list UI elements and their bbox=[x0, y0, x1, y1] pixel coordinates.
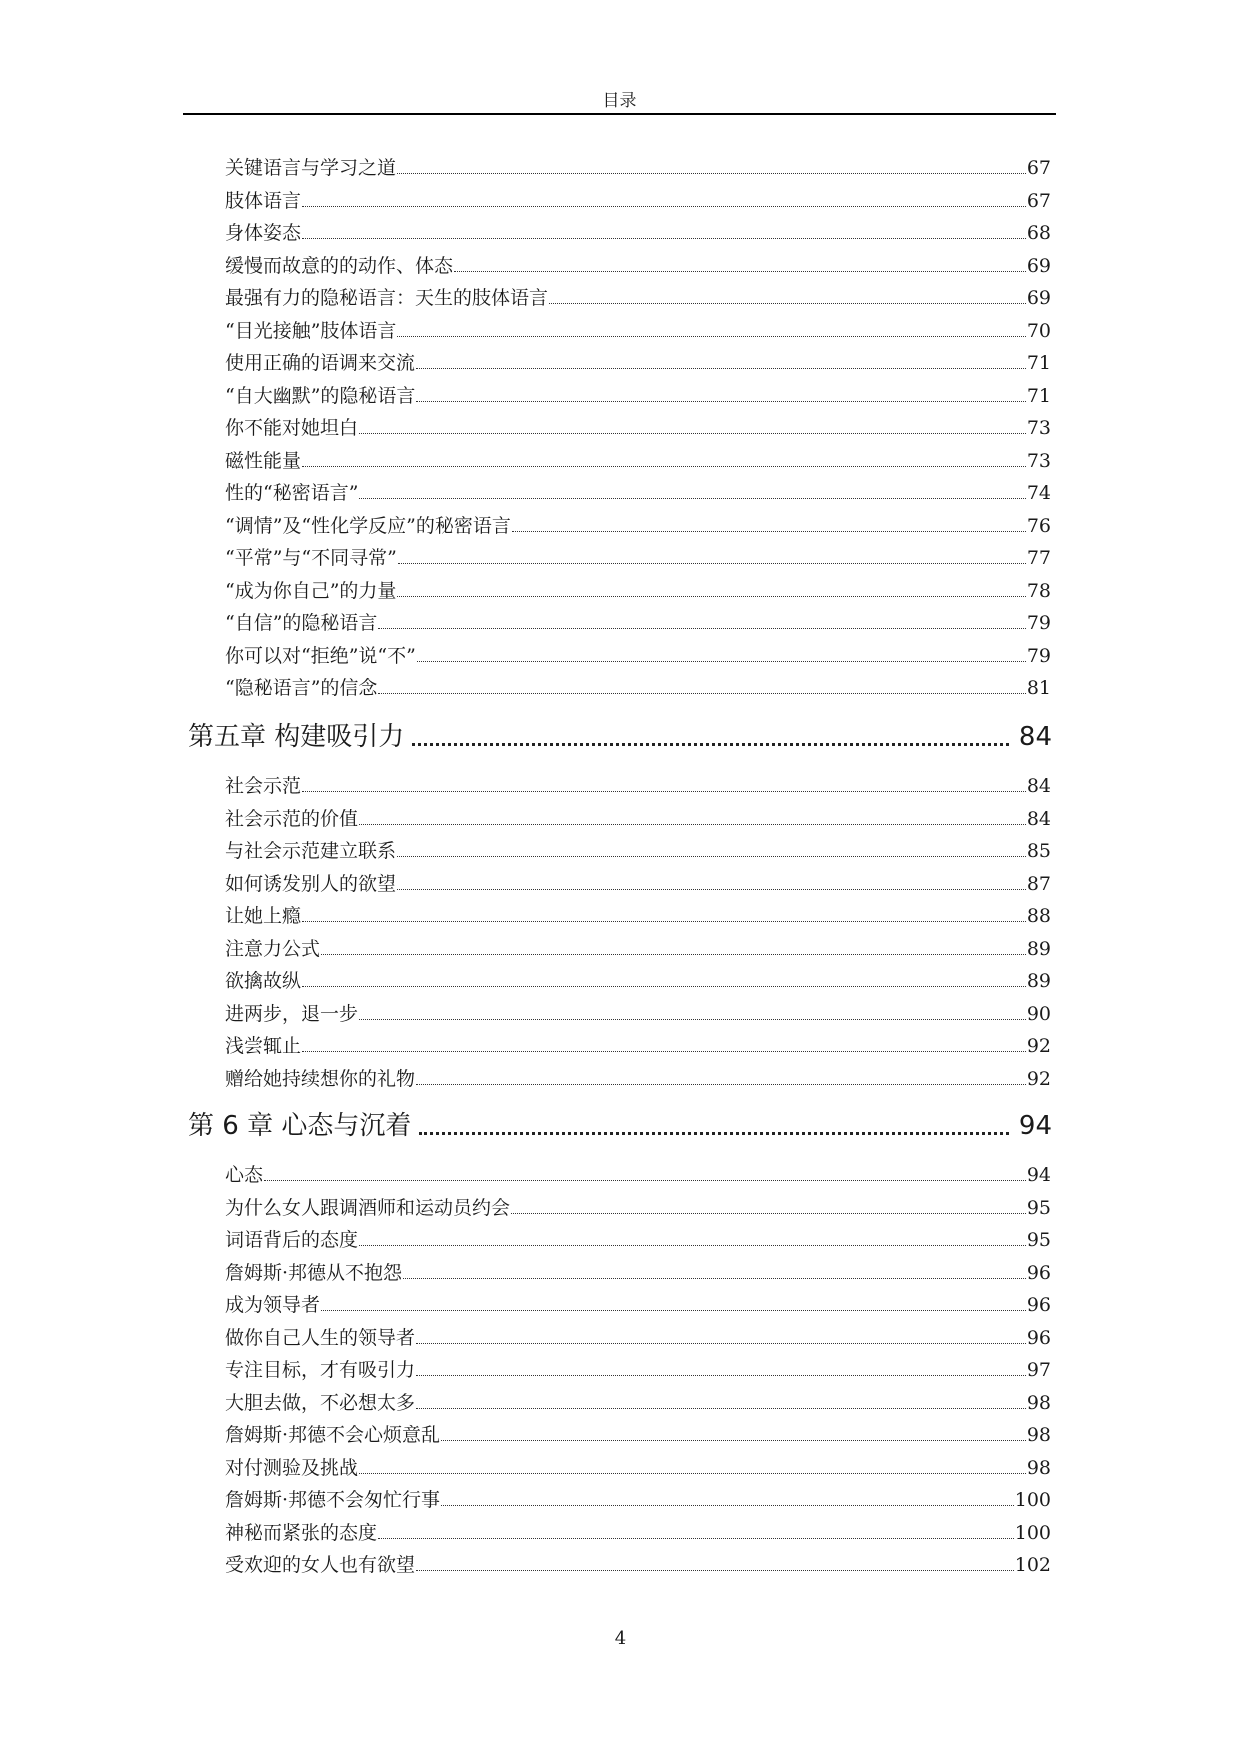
toc-entry[interactable] bbox=[225, 1189, 1051, 1219]
dot-leader bbox=[397, 336, 1025, 337]
dot-leader bbox=[403, 1278, 1026, 1279]
toc-entry[interactable] bbox=[225, 1416, 1051, 1446]
toc-entry-title: 性的“秘密语言” bbox=[225, 482, 359, 504]
toc-entry-page: 69 bbox=[1026, 287, 1051, 309]
dot-leader bbox=[378, 1538, 1014, 1539]
toc-entry[interactable] bbox=[225, 377, 1051, 407]
toc-entry[interactable] bbox=[225, 832, 1051, 862]
toc-entry-page: 96 bbox=[1026, 1261, 1051, 1284]
toc-entry-title: “自大幽默”的隐秘语言 bbox=[225, 384, 416, 407]
toc-entry[interactable] bbox=[225, 1351, 1051, 1381]
dot-leader bbox=[359, 824, 1026, 825]
toc-entry[interactable] bbox=[225, 800, 1051, 830]
toc-entry[interactable] bbox=[225, 1060, 1051, 1090]
toc-entry-title: 做你自己人生的领导者 bbox=[225, 1326, 416, 1349]
chapter-5-heading[interactable] bbox=[188, 716, 1052, 752]
dot-leader bbox=[359, 1473, 1026, 1474]
toc-entry-title: 大胆去做，不必想太多 bbox=[225, 1391, 416, 1414]
toc-entry-title: 詹姆斯·邦德从不抱怨 bbox=[225, 1261, 403, 1284]
dot-leader bbox=[398, 563, 1026, 564]
toc-entry[interactable] bbox=[225, 507, 1051, 537]
dot-leader bbox=[417, 661, 1026, 662]
dot-leader bbox=[441, 1440, 1026, 1441]
toc-entry-page: 100 bbox=[1014, 1521, 1051, 1544]
toc-entry[interactable] bbox=[225, 1156, 1051, 1186]
dot-leader bbox=[359, 1245, 1026, 1246]
toc-entry-title: 与社会示范建立联系 bbox=[225, 840, 397, 862]
toc-entry[interactable] bbox=[225, 1286, 1051, 1316]
chapter-page: 84 bbox=[1018, 722, 1052, 752]
toc-entry-page: 92 bbox=[1026, 1035, 1051, 1057]
toc-entry[interactable] bbox=[225, 572, 1051, 602]
toc-entry-title: “隐秘语言”的信念 bbox=[225, 677, 378, 699]
toc-entry-page: 71 bbox=[1026, 384, 1051, 407]
dot-leader bbox=[302, 238, 1026, 239]
toc-entry-page: 71 bbox=[1026, 352, 1051, 374]
dot-leader bbox=[397, 856, 1026, 857]
chapter-page: 94 bbox=[1018, 1111, 1052, 1141]
dot-leader bbox=[397, 889, 1026, 890]
dot-leader bbox=[302, 466, 1026, 467]
dot-leader bbox=[359, 498, 1025, 499]
toc-entry-page: 89 bbox=[1026, 937, 1051, 960]
toc-entry-title: 如何诱发别人的欲望 bbox=[225, 872, 397, 895]
dot-leader bbox=[416, 1570, 1014, 1571]
toc-entry[interactable] bbox=[225, 930, 1051, 960]
dot-leader bbox=[321, 954, 1026, 955]
toc-entry-title: 社会示范的价值 bbox=[225, 807, 359, 830]
toc-entry-page: 84 bbox=[1026, 807, 1051, 830]
dot-leader bbox=[359, 1019, 1026, 1020]
toc-entry-title: 成为领导者 bbox=[225, 1294, 321, 1316]
toc-entry-title: 进两步，退一步 bbox=[225, 1002, 359, 1025]
dot-leader bbox=[264, 1180, 1026, 1181]
dot-leader bbox=[419, 1132, 1009, 1135]
toc-entry-page: 69 bbox=[1026, 254, 1051, 277]
dot-leader bbox=[454, 271, 1026, 272]
toc-entry-page: 77 bbox=[1026, 547, 1051, 569]
toc-entry[interactable] bbox=[225, 669, 1051, 699]
toc-entry[interactable] bbox=[225, 279, 1051, 309]
dot-leader bbox=[302, 791, 1026, 792]
toc-entry-title: 使用正确的语调来交流 bbox=[225, 352, 416, 374]
toc-entry[interactable] bbox=[225, 474, 1051, 504]
toc-entry-title: 受欢迎的女人也有欲望 bbox=[225, 1554, 416, 1576]
toc-entry-page: 98 bbox=[1026, 1424, 1051, 1446]
toc-entry-page: 84 bbox=[1026, 775, 1051, 797]
toc-entry-page: 87 bbox=[1026, 872, 1051, 895]
dot-leader bbox=[416, 1408, 1026, 1409]
toc-entry-title: 詹姆斯·邦德不会心烦意乱 bbox=[225, 1424, 441, 1446]
toc-entry-page: 81 bbox=[1026, 677, 1051, 699]
toc-entry-page: 76 bbox=[1026, 514, 1051, 537]
toc-entry-title: 词语背后的态度 bbox=[225, 1229, 359, 1251]
toc-entry[interactable] bbox=[225, 767, 1051, 797]
toc-entry[interactable] bbox=[225, 865, 1051, 895]
toc-entry-title: “平常”与“不同寻常” bbox=[225, 547, 397, 569]
dot-leader bbox=[416, 1375, 1026, 1376]
dot-leader bbox=[302, 986, 1026, 987]
toc-entry-title: 对付测验及挑战 bbox=[225, 1456, 359, 1479]
toc-entry-page: 67 bbox=[1026, 157, 1051, 179]
chapter-6-heading[interactable] bbox=[188, 1105, 1052, 1141]
toc-entry-page: 98 bbox=[1026, 1391, 1051, 1414]
toc-entry[interactable] bbox=[225, 1481, 1051, 1511]
toc-entry-page: 79 bbox=[1026, 612, 1051, 634]
toc-entry-page: 94 bbox=[1026, 1164, 1051, 1186]
toc-entry[interactable] bbox=[225, 312, 1051, 342]
dot-leader bbox=[302, 1051, 1026, 1052]
toc-entry-title: 注意力公式 bbox=[225, 937, 321, 960]
toc-entry-title: 你可以对“拒绝”说“不” bbox=[225, 644, 416, 667]
dot-leader bbox=[412, 743, 1009, 746]
dot-leader bbox=[397, 596, 1025, 597]
toc-entry[interactable] bbox=[225, 539, 1051, 569]
toc-entry-title: 詹姆斯·邦德不会匆忙行事 bbox=[225, 1489, 441, 1511]
toc-entry-page: 85 bbox=[1026, 840, 1051, 862]
toc-entry-title: “调情”及“性化学反应”的秘密语言 bbox=[225, 514, 511, 537]
toc-entry-page: 79 bbox=[1026, 644, 1051, 667]
dot-leader bbox=[378, 693, 1025, 694]
dot-leader bbox=[416, 401, 1025, 402]
toc-entry[interactable] bbox=[225, 1319, 1051, 1349]
toc-entry-page: 96 bbox=[1026, 1326, 1051, 1349]
toc-entry-page: 73 bbox=[1026, 449, 1051, 472]
toc-entry-title: 缓慢而故意的的动作、体态 bbox=[225, 254, 454, 277]
toc-entry-page: 92 bbox=[1026, 1067, 1051, 1090]
toc-entry-title: 肢体语言 bbox=[225, 189, 302, 212]
toc-entry-page: 88 bbox=[1026, 905, 1051, 927]
toc-entry-title: 为什么女人跟调酒师和运动员约会 bbox=[225, 1196, 511, 1219]
toc-entry[interactable] bbox=[225, 604, 1051, 634]
toc-entry[interactable] bbox=[225, 1254, 1051, 1284]
toc-entry[interactable] bbox=[225, 1027, 1051, 1057]
dot-leader bbox=[359, 433, 1026, 434]
toc-entry[interactable] bbox=[225, 962, 1051, 992]
dot-leader bbox=[397, 173, 1026, 174]
chapter-title: 第 6 章 心态与沉着 bbox=[188, 1111, 412, 1141]
toc-entry[interactable] bbox=[225, 409, 1051, 439]
toc-entry[interactable] bbox=[225, 1514, 1051, 1544]
toc-entry[interactable] bbox=[225, 897, 1051, 927]
toc-entry-page: 74 bbox=[1026, 482, 1051, 504]
dot-leader bbox=[416, 1084, 1026, 1085]
toc-entry-page: 78 bbox=[1026, 579, 1051, 602]
toc-entry-page: 95 bbox=[1026, 1229, 1051, 1251]
toc-entry[interactable] bbox=[225, 1384, 1051, 1414]
toc-entry[interactable] bbox=[225, 247, 1051, 277]
toc-entry-title: “成为你自己”的力量 bbox=[225, 579, 397, 602]
toc-entry-page: 97 bbox=[1026, 1359, 1051, 1381]
dot-leader bbox=[549, 303, 1026, 304]
toc-entry-page: 96 bbox=[1026, 1294, 1051, 1316]
dot-leader bbox=[511, 1213, 1026, 1214]
toc-entry-page: 68 bbox=[1026, 222, 1051, 244]
toc-entry-title: 社会示范 bbox=[225, 775, 302, 797]
toc-entry-title: 神秘而紧张的态度 bbox=[225, 1521, 378, 1544]
toc-entry[interactable] bbox=[225, 182, 1051, 212]
toc-entry-title: 浅尝辄止 bbox=[225, 1035, 302, 1057]
dot-leader bbox=[302, 921, 1026, 922]
toc-entry-title: 让她上瘾 bbox=[225, 905, 302, 927]
toc-entry[interactable] bbox=[225, 995, 1051, 1025]
toc-entry[interactable] bbox=[225, 1546, 1051, 1576]
toc-entry-page: 98 bbox=[1026, 1456, 1051, 1479]
toc-entry[interactable] bbox=[225, 442, 1051, 472]
toc-entry-title: 赠给她持续想你的礼物 bbox=[225, 1067, 416, 1090]
toc-entry[interactable] bbox=[225, 1221, 1051, 1251]
dot-leader bbox=[441, 1505, 1014, 1506]
dot-leader bbox=[416, 1343, 1026, 1344]
toc-entry[interactable] bbox=[225, 214, 1051, 244]
toc-entry-page: 70 bbox=[1026, 319, 1051, 342]
dot-leader bbox=[302, 206, 1026, 207]
dot-leader bbox=[416, 368, 1026, 369]
toc-entry-page: 100 bbox=[1014, 1489, 1051, 1511]
toc-entry-page: 89 bbox=[1026, 970, 1051, 992]
toc-entry-page: 102 bbox=[1014, 1554, 1051, 1576]
page-number: 4 bbox=[614, 1628, 627, 1649]
toc-entry[interactable] bbox=[225, 149, 1051, 179]
toc-entry[interactable] bbox=[225, 344, 1051, 374]
toc-entry-title: 专注目标，才有吸引力 bbox=[225, 1359, 416, 1381]
toc-entry-title: “自信”的隐秘语言 bbox=[225, 612, 378, 634]
chapter-title: 第五章 构建吸引力 bbox=[188, 722, 405, 752]
toc-entry-page: 90 bbox=[1026, 1002, 1051, 1025]
toc-entry-title: 最强有力的隐秘语言：天生的肢体语言 bbox=[225, 287, 549, 309]
toc-entry-title: 你不能对她坦白 bbox=[225, 417, 359, 439]
toc-entry-page: 73 bbox=[1026, 417, 1051, 439]
toc-entry-title: 身体姿态 bbox=[225, 222, 302, 244]
toc-entry-title: 心态 bbox=[225, 1164, 264, 1186]
toc-entry-page: 95 bbox=[1026, 1196, 1051, 1219]
header-rule bbox=[183, 113, 1056, 115]
page-header-title: 目录 bbox=[602, 91, 637, 111]
toc-entry[interactable] bbox=[225, 1449, 1051, 1479]
dot-leader bbox=[512, 531, 1026, 532]
toc-entry[interactable] bbox=[225, 637, 1051, 667]
toc-entry-title: 欲擒故纵 bbox=[225, 970, 302, 992]
dot-leader bbox=[378, 628, 1025, 629]
toc-entry-title: 磁性能量 bbox=[225, 449, 302, 472]
dot-leader bbox=[321, 1310, 1026, 1311]
toc-entry-page: 67 bbox=[1026, 189, 1051, 212]
toc-entry-title: 关键语言与学习之道 bbox=[225, 157, 397, 179]
toc-entry-title: “目光接触”肢体语言 bbox=[225, 319, 397, 342]
